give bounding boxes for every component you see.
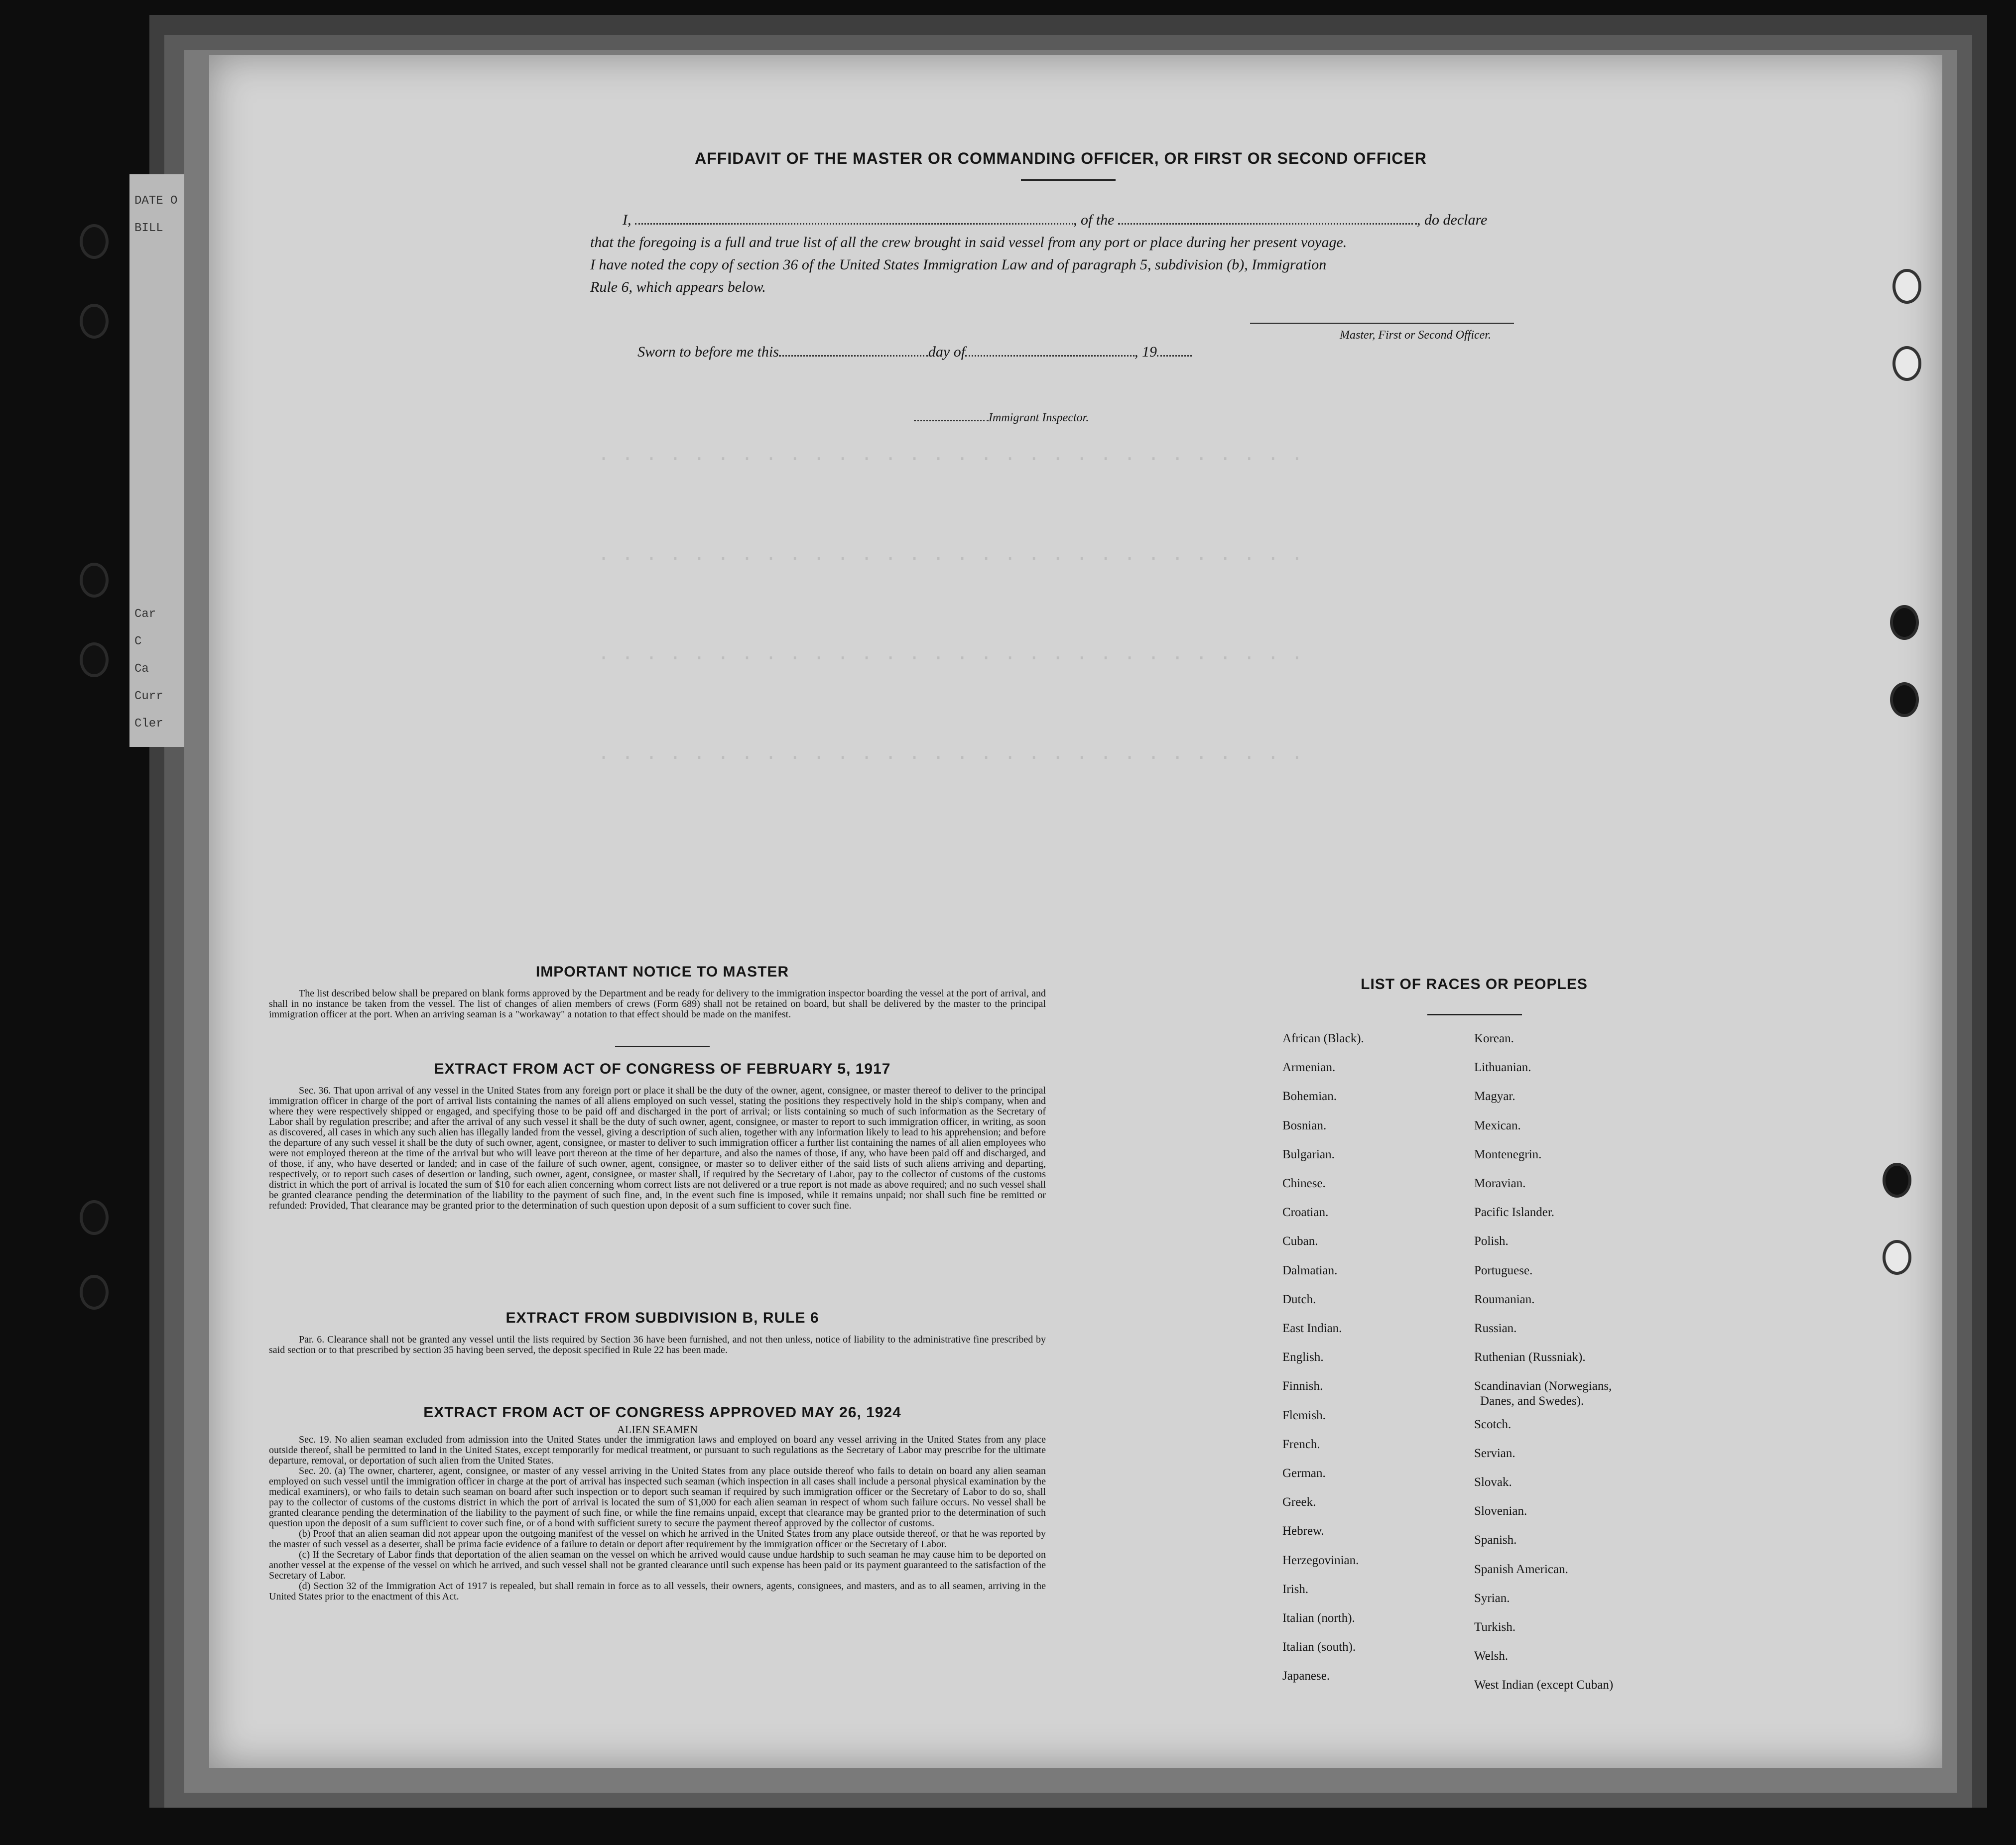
binder-hole — [80, 224, 109, 259]
rule6-paragraph: Par. 6. Clearance shall not be granted any vessel until the lists required by Section 36 have been furnished, and not then unless, notice of liability to the administrative fine prescribed by said section or to that prescribed by section 35 having been served, the deposit specified in Rule 22 has been made. — [269, 1334, 1046, 1355]
act-1924-sec20c: (c) If the Secretary of Labor finds that deportation of the alien seaman on the vessel on which he arrived would cause undue hardship to such seaman he may cause him to be deported on another vessel at the expense of the vessel on which he arrived, and such vessel shall not be granted clearance until such expense has been paid or its payment guaranteed to the satisfaction of the Secretary of Labor. — [269, 1549, 1046, 1581]
race-item: Spanish American. — [1474, 1562, 1568, 1576]
race-item: Irish. — [1282, 1582, 1309, 1596]
binder-hole — [80, 563, 109, 598]
act-1917-title: EXTRACT FROM ACT OF CONGRESS OF FEBRUARY 5, 1917 — [434, 1061, 891, 1077]
binder-hole — [1890, 605, 1919, 640]
day-blank — [779, 355, 928, 357]
race-item: Japanese. — [1282, 1669, 1330, 1683]
race-item: Croatian. — [1282, 1206, 1329, 1220]
act-1924-sec19: Sec. 19. No alien seaman excluded from admission into the United States under the immigration laws and employed on board any vessel arriving in the United States from any place outside thereof, shall be permitted to land in the United States, except temporarily for medical treatment, or pursuant to such regulations as the Secretary of Labor may prescribe for the ultimate departure, removal, or deportation of such alien from the United States. — [269, 1434, 1046, 1466]
vessel-blank — [1118, 223, 1417, 225]
race-item: Italian (south). — [1282, 1640, 1356, 1654]
race-item: Mexican. — [1474, 1118, 1521, 1132]
affidavit-line-2: that the foregoing is a full and true list of all the crew brought in said vessel from any port or place during her present voyage. — [590, 234, 1347, 250]
race-item: Portuguese. — [1474, 1263, 1533, 1277]
notice-title: IMPORTANT NOTICE TO MASTER — [535, 964, 789, 980]
race-item: Herzegovinian. — [1282, 1553, 1359, 1567]
act-1917-text — [269, 1086, 1046, 1211]
race-item: Slovenian. — [1474, 1504, 1527, 1518]
race-item: East Indian. — [1282, 1322, 1342, 1335]
affidavit-declare: , do declare — [1417, 212, 1488, 228]
race-item: Chinese. — [1282, 1177, 1326, 1190]
race-item: Scandinavian (Norwegians, — [1474, 1379, 1612, 1393]
act-1917-paragraph: Sec. 36. That upon arrival of any vessel in the United States from any foreign port or place it shall be the duty of the owner, agent, consignee, or master thereof to deliver to the principal immigration officer in charge of the port of arrival lists containing the names of all aliens employed on such vessel, stating the positions they respectively hold in the ship's company, when and where they were respectively shipped or engaged, and specifying those to be paid off and discharged in the port of arrival; or lists containing so much of such information as the Secretary of Labor shall by regulation prescribe; and after the arrival of any such vessel it shall be the duty of such owner, agent, consignee, or master to report to such immigration officer, in writing, as soon as discovered, all cases in which any such alien has illegally landed from the vessel, giving a description of such alien, together with any information likely to lead to his apprehension; and before the departure of any such vessel it shall be the duty of such owner, agent, consignee, or master to deliver to such immigration officer a further list containing the names of all alien employees who were not employed thereon at the time of the arrival but who will leave port thereon at the time of her departure, and also the names of those, if any, who have been paid off and discharged, and of those, if any, who have deserted or landed; and in case of the failure of such owner, agent, consignee, or master so to deliver either of the said lists of such aliens arriving and departing, respectively, or to report such cases of desertion or landing, such owner, agent, consignee, or master shall, if required by the Secretary of Labor, pay to the collector of customs of the customs district in which the port of arrival is located the sum of $10 for each alien concerning whom correct lists are not delivered or a true report is not made as above required; and no such vessel shall be granted clearance pending the determination of the liability to the payment of such fine, and, in the event such fine is imposed, while it remains unpaid; nor shall such fine be remitted or refunded: Provided, That clearance may be granted prior to the determination of such question upon deposit of a sum sufficient to cover such fine. — [269, 1085, 1046, 1211]
sworn-year: , 19 — [1134, 344, 1157, 360]
race-item: West Indian (except Cuban) — [1474, 1678, 1614, 1692]
race-item: English. — [1282, 1351, 1324, 1364]
binder-hole — [1883, 1240, 1911, 1275]
affidavit-line-1 — [623, 212, 1487, 229]
binder-hole — [80, 1275, 109, 1310]
binder-hole — [1890, 682, 1919, 717]
race-item: Pacific Islander. — [1474, 1206, 1555, 1220]
race-item: Montenegrin. — [1474, 1147, 1542, 1161]
race-item: Lithuanian. — [1474, 1061, 1531, 1075]
races-title: LIST OF RACES OR PEOPLES — [1361, 976, 1588, 992]
race-item: Slovak. — [1474, 1476, 1512, 1489]
race-item: Polish. — [1474, 1234, 1509, 1248]
sworn-prefix: Sworn to before me this — [637, 344, 779, 360]
notice-paragraph: The list described below shall be prepared on blank forms approved by the Department and be ready for delivery to the immigration inspector boarding the vessel at the port of arrival, and shall in no instance be taken from the vessel. The list of changes of alien members of crews (Form 689) shall not be retained on board, but shall be delivered by the master to the principal immigration officer at the port. When an arriving seaman is a "workaway" a notation to that effect should be made on the manifest. — [269, 988, 1046, 1020]
affidavit-line-4: Rule 6, which appears below. — [590, 279, 766, 295]
race-item: Syrian. — [1474, 1591, 1510, 1605]
race-item: Hebrew. — [1282, 1524, 1324, 1538]
race-item: Scotch. — [1474, 1417, 1512, 1431]
strip-label: DATE O — [134, 194, 178, 208]
race-item: Korean. — [1474, 1032, 1514, 1045]
binder-hole — [80, 642, 109, 677]
inspector-line — [914, 411, 1089, 425]
race-item: Magyar. — [1474, 1090, 1515, 1104]
affidavit-title: AFFIDAVIT OF THE MASTER OR COMMANDING OFFICER, OR FIRST OR SECOND OFFICER — [695, 149, 1427, 167]
act-1924-sec20b: (b) Proof that an alien seaman did not appear upon the outgoing manifest of the vessel on which he arrived in the United States from any place outside thereof, or that he was reported by the master of such vessel as a deserter, shall be prima facie evidence of a failure to detain or deport after requirement by the immigration officer or the Secretary of Labor. — [269, 1528, 1046, 1550]
affidavit-line-3: I have noted the copy of section 36 of the United States Immigration Law and of paragraph 5, subdivision (b), Immigration — [590, 256, 1327, 273]
race-item: Bohemian. — [1282, 1090, 1337, 1104]
race-item: Spanish. — [1474, 1533, 1517, 1547]
race-item: Bulgarian. — [1282, 1147, 1335, 1161]
race-item: Russian. — [1474, 1322, 1517, 1335]
race-item: Greek. — [1282, 1495, 1316, 1509]
race-item: German. — [1282, 1467, 1326, 1480]
race-item: Finnish. — [1282, 1379, 1323, 1393]
binder-hole — [80, 1200, 109, 1235]
divider — [1427, 1014, 1522, 1015]
bleed-through-text: · · · · · · · · · · · · · · · · · · · · · · · · · · · · · · — [598, 548, 1303, 570]
rule6-text — [269, 1335, 1046, 1355]
strip-label: Car — [134, 608, 156, 621]
inspector-label: Immigrant Inspector. — [989, 411, 1089, 424]
month-blank — [965, 355, 1134, 357]
race-item: Dutch. — [1282, 1292, 1316, 1306]
race-item: Armenian. — [1282, 1061, 1336, 1075]
name-blank — [635, 223, 1073, 225]
strip-label: Ca — [134, 662, 149, 676]
race-item: Welsh. — [1474, 1649, 1509, 1663]
strip-label: C — [134, 635, 142, 648]
signature-line — [1250, 323, 1514, 324]
strip-label: Cler — [134, 717, 163, 731]
race-item: Turkish. — [1474, 1620, 1516, 1634]
inspector-blank — [914, 420, 989, 421]
race-item: Cuban. — [1282, 1234, 1318, 1248]
race-item: Roumanian. — [1474, 1292, 1535, 1306]
affidavit-i: I, — [623, 212, 631, 228]
divider — [1021, 179, 1116, 181]
race-item: French. — [1282, 1437, 1320, 1451]
act-1924-title: EXTRACT FROM ACT OF CONGRESS APPROVED MAY 26, 1924 — [423, 1404, 901, 1421]
sworn-line — [637, 344, 1192, 361]
act-1924-text — [269, 1424, 1046, 1602]
race-item: Dalmatian. — [1282, 1263, 1338, 1277]
race-item: Italian (north). — [1282, 1611, 1355, 1625]
race-item: Moravian. — [1474, 1177, 1526, 1190]
bleed-through-text: · · · · · · · · · · · · · · · · · · · · · · · · · · · · · · — [598, 747, 1303, 769]
binder-hole — [1883, 1163, 1911, 1198]
strip-label: Curr — [134, 690, 163, 703]
notice-text — [269, 988, 1046, 1020]
binder-hole — [80, 304, 109, 339]
race-item: Flemish. — [1282, 1408, 1326, 1422]
rule6-title: EXTRACT FROM SUBDIVISION B, RULE 6 — [505, 1310, 819, 1326]
race-item: African (Black). — [1282, 1032, 1364, 1045]
bleed-through-text: · · · · · · · · · · · · · · · · · · · · · · · · · · · · · · — [598, 448, 1303, 471]
divider — [615, 1046, 710, 1047]
affidavit-of-the: , of the — [1073, 212, 1115, 228]
bleed-through-text: · · · · · · · · · · · · · · · · · · · · · · · · · · · · · · — [598, 647, 1303, 670]
sworn-day-of: day of — [928, 344, 966, 360]
strip-label: BILL — [134, 222, 163, 235]
binder-hole — [1892, 269, 1921, 304]
race-item: Servian. — [1474, 1446, 1515, 1460]
race-item: Bosnian. — [1282, 1118, 1327, 1132]
year-blank — [1157, 355, 1192, 357]
alien-seamen-subtitle: ALIEN SEAMEN — [617, 1423, 698, 1436]
race-item: Danes, and Swedes). — [1480, 1394, 1584, 1408]
act-1924-sec20d: (d) Section 32 of the Immigration Act of 1917 is repealed, but shall remain in force as to all vessels, their owners, agents, consignees, and masters, and as to all seamen, arriving in the United States prior to the enactment of this Act. — [269, 1581, 1046, 1602]
binder-hole — [1892, 346, 1921, 381]
master-signature-label: Master, First or Second Officer. — [1340, 329, 1491, 342]
race-item: Ruthenian (Russniak). — [1474, 1351, 1586, 1364]
act-1924-sec20a: Sec. 20. (a) The owner, charterer, agent, consignee, or master of any vessel arriving in the United States from any place outside thereof who fails to detain on board any alien seaman employed on such vessel until the immigration officer in charge at the port of arrival has inspected such seaman (which inspection in all cases shall include a personal physical examination by the medical examiners), or who fails to detain such seaman on board after such inspection or to deport such seaman if required by such immigration officer or the Secretary of Labor to do so, shall pay to the collector of customs of the customs district in which the port of arrival is located the sum of $1,000 for each alien seaman in respect of whom such failure occurs. No vessel shall be granted clearance pending the determination of the liability to the payment of such fine, or while the fine remains unpaid, except that clearance may be granted prior to the determination of such question upon the deposit of a sum sufficient to cover such fine, or of a bond with sufficient surety to secure the payment thereof approved by the collector of customs. — [269, 1466, 1046, 1529]
